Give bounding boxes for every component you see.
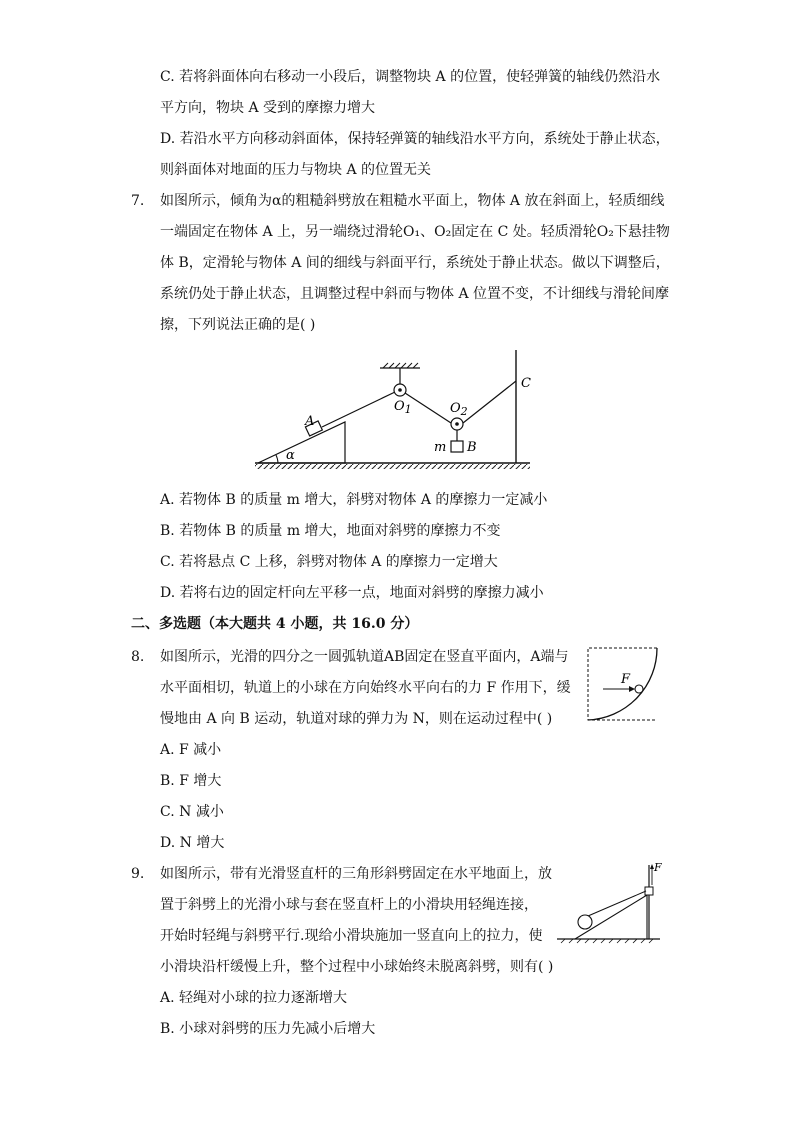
q7-stem-line5: 擦，下列说法正确的是( ) — [160, 317, 316, 333]
q7-wedge — [258, 422, 345, 463]
q7-alpha-arc — [276, 455, 278, 463]
q7-figure — [250, 345, 540, 475]
q9-figure — [555, 855, 665, 945]
q7-ground-hatch — [255, 464, 530, 469]
q7-rope-a-o1 — [322, 392, 395, 427]
q7-label-o1: $O_1$ — [394, 399, 412, 416]
q7-rope-o1-o2 — [405, 393, 451, 423]
q9-stem-line2: 置于斜劈上的光滑小球与套在竖直杆上的小滑块用轻绳连接， — [160, 897, 538, 913]
q7-pulley-o2-center — [455, 422, 459, 426]
q7-label-m: m — [434, 440, 447, 455]
q7-stem-line1: 如图所示，倾角为α的粗糙斜劈放在粗糙水平面上，物体 A 放在斜面上，轻质细线 — [160, 193, 665, 209]
q7-label-o2: $O_2$ — [450, 401, 468, 418]
q7-number: 7. — [131, 193, 145, 209]
q7-ceiling-hatch — [383, 363, 418, 368]
q9-rope — [588, 891, 646, 916]
q8-figure — [585, 645, 665, 725]
q9-option-a: A. 轻绳对小球的拉力逐渐增大 — [160, 990, 348, 1006]
q8-number: 8. — [131, 649, 145, 665]
q8-option-b: B. F 增大 — [160, 773, 222, 789]
q7-label-alpha: α — [286, 448, 295, 463]
q9-stem-line1: 如图所示，带有光滑竖直杆的三角形斜劈固定在水平地面上，放 — [160, 866, 552, 882]
q8-option-d: D. N 增大 — [160, 835, 225, 851]
q7-stem-line4: 系统仍处于静止状态，且调整过程中斜而与物体 A 位置不变，不计细线与滑轮间摩 — [160, 286, 670, 302]
q7-rope-o2-c — [463, 381, 516, 423]
q9-stem-line3: 开始时轻绳与斜劈平行.现给小滑块施加一竖直向上的拉力，使 — [160, 928, 543, 944]
q8-stem-line1: 如图所示，光滑的四分之一圆弧轨道AB固定在竖直平面内，A端与 — [160, 649, 569, 665]
q7-option-c: C. 若将悬点 C 上移，斜劈对物体 A 的摩擦力一定增大 — [160, 554, 498, 570]
q7-option-b: B. 若物体 B 的质量 m 增大，地面对斜劈的摩擦力不变 — [160, 523, 501, 539]
q9-label-f: F — [654, 861, 662, 874]
q7-label-b: B — [467, 440, 477, 455]
q6-option-d-line1: D. 若沿水平方向移动斜面体，保持轻弹簧的轴线沿水平方向，系统处于静止状态， — [160, 131, 670, 147]
q8-option-c: C. N 减小 — [160, 804, 224, 820]
q6-option-c-line2: 平方向，物块 A 受到的摩擦力增大 — [160, 100, 376, 116]
q9-option-b: B. 小球对斜劈的压力先减小后增大 — [160, 1021, 376, 1037]
q7-option-d: D. 若将右边的固定杆向左平移一点，地面对斜劈的摩擦力减小 — [160, 585, 544, 601]
q7-stem-line3: 体 B，定滑轮与物体 A 间的细线与斜面平行，系统处于静止状态。做以下调整后， — [160, 255, 670, 271]
section-2-title: 二、多选题（本大题共 4 小题，共 16.0 分） — [131, 616, 419, 632]
q9-ball — [578, 915, 592, 929]
q8-label-f: F — [621, 672, 631, 687]
q8-option-a: A. F 减小 — [160, 742, 222, 758]
q6-option-d-line2: 则斜面体对地面的压力与物块 A 的位置无关 — [160, 162, 432, 178]
q7-label-a: A — [305, 414, 315, 429]
q9-number: 9. — [131, 866, 145, 882]
q7-stem-line2: 一端固定在物体 A 上，另一端绕过滑轮O₁、O₂固定在 C 处。轻质滑轮O₂下悬挂物 — [160, 224, 670, 240]
q6-option-c-line1: C. 若将斜面体向右移动一小段后，调整物块 A 的位置，使轻弹簧的轴线仍然沿水 — [160, 69, 661, 85]
q7-block-b — [451, 441, 463, 452]
q8-stem-line3: 慢地由 A 向 B 运动，轨道对球的弹力为 N，则在运动过程中( ) — [160, 711, 553, 727]
q7-label-c: C — [521, 376, 531, 391]
q9-stem-line4: 小滑块沿杆缓慢上升，整个过程中小球始终未脱离斜劈，则有( ) — [160, 959, 554, 975]
q8-stem-line2: 水平面相切，轨道上的小球在方向始终水平向右的力 F 作用下，缓 — [160, 680, 571, 696]
q9-slider — [645, 887, 653, 895]
q7-option-a: A. 若物体 B 的质量 m 增大，斜劈对物体 A 的摩擦力一定减小 — [160, 492, 548, 508]
q8-ball — [635, 685, 643, 693]
q7-pulley-o1-center — [398, 388, 402, 392]
